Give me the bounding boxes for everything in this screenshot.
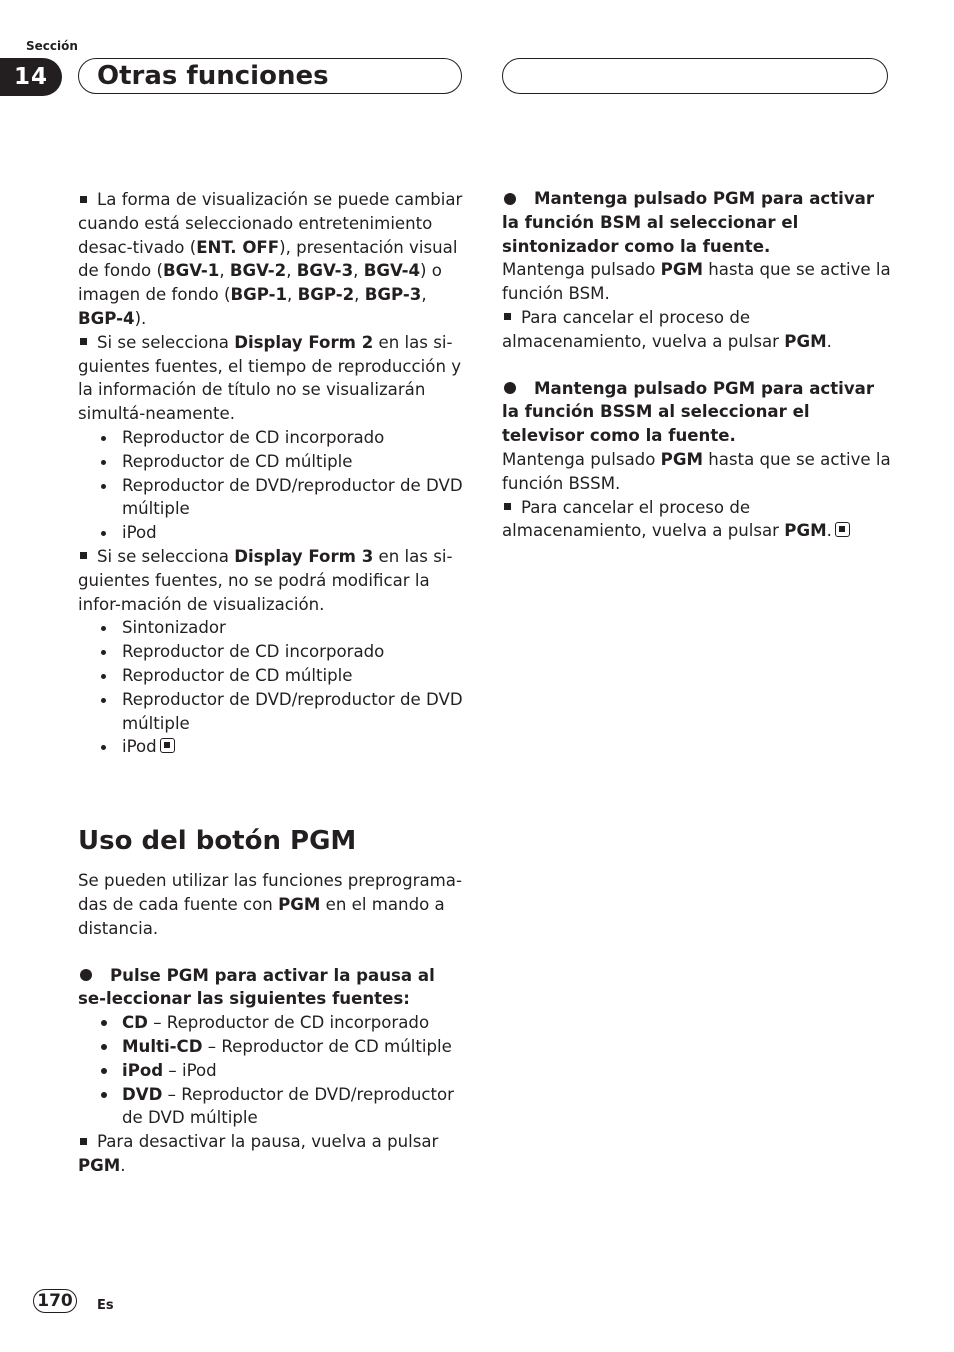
note-pause-off	[78, 1130, 468, 1178]
text: Mantenga pulsado PGM para activar la función BSSM al seleccionar el televisor como la fuente.	[502, 378, 875, 446]
text: ,	[286, 261, 297, 281]
note-square-icon	[80, 196, 87, 203]
text: – Reproductor de CD múltiple	[202, 1036, 452, 1056]
step-body	[502, 258, 894, 306]
bold-term: ENT. OFF	[196, 237, 280, 257]
end-of-section-icon	[160, 738, 175, 753]
bold-term: PGM	[784, 521, 827, 541]
chapter-title-box	[78, 58, 462, 94]
list-item	[78, 735, 468, 759]
text: .	[120, 1155, 126, 1175]
list-item: Reproductor de CD múltiple	[78, 450, 468, 474]
step-bullet-icon	[504, 382, 516, 394]
text: Pulse PGM para activar la pausa al se-leccionar las siguientes fuentes:	[78, 965, 435, 1009]
text: Para cancelar el proceso de almacenamiento, vuelva a pulsar	[502, 497, 785, 541]
text: ), presentación visual de fondo (	[78, 237, 458, 281]
list-item	[78, 1011, 468, 1035]
text: Mantenga pulsado	[502, 449, 661, 469]
step-body	[502, 448, 894, 496]
list-item	[78, 1059, 468, 1083]
bold-term: iPod	[122, 1060, 164, 1080]
note-square-icon	[80, 552, 87, 559]
step-note	[502, 496, 894, 544]
text: hasta que se active la función BSSM.	[502, 449, 891, 493]
bold-term: Display Form 2	[234, 332, 374, 352]
end-of-section-icon	[835, 522, 850, 537]
list-item: Reproductor de CD múltiple	[78, 664, 468, 688]
list-item: Reproductor de DVD/reproductor de DVD múltiple	[78, 688, 468, 736]
text: .	[826, 521, 832, 541]
bold-term: BGP-3	[364, 285, 422, 305]
step-title	[78, 964, 468, 1012]
left-column	[78, 188, 468, 1178]
intro-paragraph	[78, 869, 468, 940]
bold-term: BGV-4	[363, 261, 421, 281]
bold-term: Display Form 3	[234, 546, 374, 566]
section-number-badge: 14	[0, 58, 62, 96]
bold-term: BGV-1	[162, 261, 220, 281]
note-square-icon	[80, 1138, 87, 1145]
text: ,	[421, 285, 427, 305]
bold-term: BGP-1	[230, 285, 288, 305]
text: – Reproductor de CD incorporado	[147, 1013, 430, 1033]
text: La forma de visualización se puede cambiar cuando está seleccionado entretenimiento desac-tivado (	[78, 190, 463, 257]
text: Si se selecciona	[97, 546, 235, 566]
text: en las si-guientes fuentes, el tiempo de reproducción y la información de título no se visualizarán simultá-neamente.	[78, 332, 462, 424]
step-title	[502, 187, 894, 258]
language-code: Es	[97, 1298, 114, 1313]
text: ).	[134, 308, 147, 328]
list-item	[78, 1035, 468, 1059]
bold-term: BGP-4	[78, 308, 135, 328]
note-display-form-3	[78, 545, 468, 616]
text: ) o imagen de fondo (	[78, 261, 442, 305]
text: iPod	[122, 737, 157, 757]
text: Para desactivar la pausa, vuelva a pulsar	[97, 1132, 439, 1152]
note-display-format	[78, 188, 468, 331]
bold-term: BGP-2	[297, 285, 355, 305]
text: Mantenga pulsado PGM para activar la función BSM al seleccionar el sintonizador como la fuente.	[502, 189, 875, 256]
text: Se pueden utilizar las funciones preprograma-das de cada fuente con	[78, 871, 462, 914]
text: Mantenga pulsado	[502, 260, 661, 280]
text: ,	[354, 285, 365, 305]
text: Si se selecciona	[97, 332, 235, 352]
text: iPod	[122, 523, 157, 543]
text: Para cancelar el proceso de almacenamiento, vuelva a pulsar	[502, 307, 785, 351]
section-label: Sección	[26, 39, 78, 53]
bold-term: PGM	[660, 260, 703, 280]
right-column	[502, 187, 894, 543]
section-heading: Uso del botón PGM	[78, 826, 357, 857]
text: ,	[287, 285, 298, 305]
text: hasta que se active la función BSM.	[502, 260, 891, 304]
list-item	[78, 521, 468, 545]
list-item: Reproductor de DVD/reproductor de DVD múltiple	[78, 474, 468, 522]
text: ,	[219, 261, 230, 281]
step-title	[502, 377, 894, 448]
text: – Reproductor de DVD/reproductor de DVD múltiple	[122, 1084, 454, 1128]
bold-term: DVD	[122, 1084, 163, 1104]
bold-term: BGV-2	[229, 261, 287, 281]
bold-term: CD	[122, 1013, 148, 1033]
list-item	[78, 1083, 468, 1131]
step-note	[502, 306, 894, 354]
bold-term: PGM	[784, 331, 827, 351]
text: ,	[353, 261, 364, 281]
bold-term: BGV-3	[296, 261, 354, 281]
note-square-icon	[80, 338, 87, 345]
note-display-form-2	[78, 331, 468, 426]
step-bullet-icon	[80, 969, 92, 981]
bold-term: PGM	[78, 1155, 121, 1175]
header-empty-box	[502, 58, 888, 94]
text: – iPod	[163, 1060, 217, 1080]
text: en las si-guientes fuentes, no se podrá modificar la infor-mación de visualización.	[78, 546, 453, 614]
list-item: Sintonizador	[78, 616, 468, 640]
list-item: Reproductor de CD incorporado	[78, 426, 468, 450]
page-number: 170	[33, 1289, 77, 1313]
list-item: Reproductor de CD incorporado	[78, 640, 468, 664]
text: en el mando a distancia.	[78, 894, 445, 938]
bold-term: PGM	[660, 449, 703, 469]
bold-term: Multi-CD	[122, 1036, 203, 1056]
note-square-icon	[504, 503, 511, 510]
bold-term: PGM	[278, 894, 321, 914]
note-square-icon	[504, 313, 511, 320]
text: .	[826, 331, 832, 351]
chapter-title: Otras funciones	[97, 61, 329, 91]
step-bullet-icon	[504, 193, 516, 205]
